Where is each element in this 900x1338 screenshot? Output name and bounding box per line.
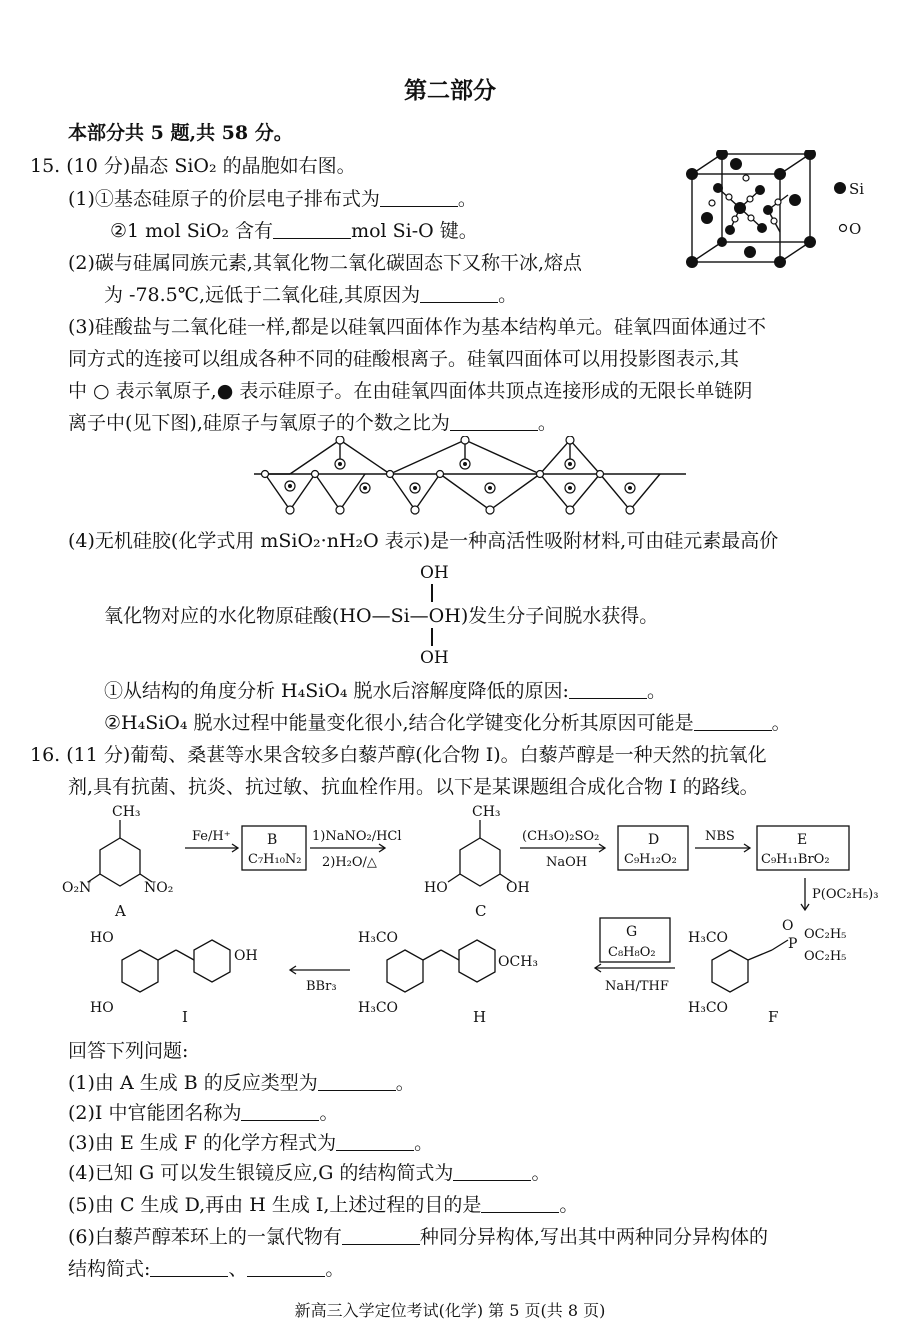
- o2n-label: O₂N: [62, 880, 92, 896]
- compound-i-label: I: [182, 1008, 188, 1026]
- q15-part3-line3: 中 ○ 表示氧原子,● 表示硅原子。在由硅氧四面体共顶点连接形成的无限长单链阴: [68, 380, 753, 402]
- answer-blank[interactable]: [481, 1194, 559, 1213]
- oh-label: OH: [506, 880, 530, 896]
- answer-blank[interactable]: [150, 1258, 228, 1277]
- section-title: 第二部分: [404, 77, 496, 104]
- q16-part6-line1: (6)白藜芦醇苯环上的一氯代物有 种同分异构体,写出其中两种同分异构体的: [68, 1226, 768, 1248]
- answer-blank[interactable]: [342, 1226, 420, 1245]
- ho-label: HO: [424, 880, 448, 896]
- answer-blank[interactable]: [569, 680, 647, 699]
- q16-part4: (4)已知 G 可以发生银镜反应,G 的结构简式为 。: [68, 1162, 551, 1184]
- h3co-label: H₃CO: [688, 930, 729, 946]
- h3co-label: H₃CO: [688, 1000, 729, 1016]
- answer-blank[interactable]: [694, 712, 772, 731]
- q15-part4-line1: (4)无机硅胶(化学式用 mSiO₂·nH₂O 表示)是一种高活性吸附材料,可由硅元素最高价: [68, 530, 779, 552]
- answer-blank[interactable]: [247, 1258, 325, 1277]
- ho-label: HO: [90, 1000, 114, 1016]
- compound-e-label: E: [797, 832, 808, 848]
- answer-blank[interactable]: [453, 1162, 531, 1181]
- q15-part1b: ②1 mol SiO₂ 含有 mol Si-O 键。: [110, 220, 478, 242]
- ho-label: HO: [90, 930, 114, 946]
- reagent-phosphite: P(OC₂H₅)₃: [812, 887, 879, 902]
- reagent-fe: Fe/H⁺: [192, 829, 231, 844]
- silicic-oh-top: OH: [420, 563, 449, 583]
- oc2h5-label: OC₂H₅: [804, 927, 847, 942]
- reagent-h2o: 2)H₂O/△: [322, 855, 377, 870]
- answer-blank[interactable]: [241, 1102, 319, 1121]
- reagent-nano2: 1)NaNO₂/HCl: [312, 829, 402, 844]
- answer-blank[interactable]: [420, 284, 498, 303]
- answer-blank[interactable]: [380, 188, 458, 207]
- reagent-naoh: NaOH: [546, 855, 588, 870]
- bond-line: [431, 628, 433, 646]
- reagent-nbs: NBS: [705, 829, 735, 844]
- q15-part3-line4: 离子中(见下图),硅原子与氧原子的个数之比为 。: [68, 412, 557, 434]
- no2-label: NO₂: [144, 880, 174, 896]
- answer-blank[interactable]: [336, 1132, 414, 1151]
- q15-part2-line1: (2)碳与硅属同族元素,其氧化物二氧化碳固态下又称干冰,熔点: [68, 252, 582, 274]
- page-footer: 新高三入学定位考试(化学) 第 5 页(共 8 页): [294, 1301, 606, 1320]
- q15-part4-line2: 氧化物对应的水化物原硅酸(HO—Si—OH)发生分子间脱水获得。: [104, 605, 659, 627]
- q15-part3-line2: 同方式的连接可以组成各种不同的硅酸根离子。硅氧四面体可以用投影图表示,其: [68, 348, 740, 370]
- compound-c-label: C: [475, 902, 487, 920]
- q16-heading-line2: 剂,具有抗菌、抗炎、抗过敏、抗血栓作用。以下是某课题组合成化合物 I 的路线。: [68, 776, 759, 798]
- q16-part2: (2)I 中官能团名称为 。: [68, 1102, 339, 1124]
- q16-prompt: 回答下列问题:: [68, 1040, 189, 1062]
- legend-si-label: Si: [849, 180, 865, 198]
- och3-label: OCH₃: [498, 954, 539, 970]
- compound-g-formula: C₈H₈O₂: [608, 945, 656, 960]
- section-intro: 本部分共 5 题,共 58 分。: [68, 122, 293, 144]
- q15-part2-line2: 为 -78.5℃,远低于二氧化硅,其原因为 。: [104, 284, 518, 306]
- bond-line: [431, 584, 433, 602]
- o-label: O: [782, 918, 794, 934]
- q16-part5: (5)由 C 生成 D,再由 H 生成 I,上述过程的目的是 。: [68, 1194, 579, 1216]
- q15-part4b: ②H₄SiO₄ 脱水过程中能量变化很小,结合化学键变化分析其原因可能是 。: [104, 712, 791, 734]
- compound-f-label: F: [768, 1008, 779, 1026]
- compound-b-label: B: [267, 832, 278, 848]
- q15-part4a: ①从结构的角度分析 H₄SiO₄ 脱水后溶解度降低的原因: 。: [104, 680, 666, 702]
- ch3-label: CH₃: [472, 804, 501, 820]
- p-label: P: [788, 936, 798, 952]
- answer-blank[interactable]: [450, 412, 538, 431]
- q16-heading-line1: 16. (11 分)葡萄、桑葚等水果含较多白藜芦醇(化合物 I)。白藜芦醇是一种天然的抗氧化: [30, 744, 767, 766]
- legend-o-label: O: [849, 220, 862, 238]
- synthesis-route-scheme: [60, 800, 880, 1030]
- q15-part1a: (1)①基态硅原子的价层电子排布式为 。: [68, 188, 477, 210]
- compound-d-label: D: [648, 832, 660, 848]
- compound-a-label: A: [115, 902, 126, 920]
- oc2h5-label: OC₂H₅: [804, 949, 847, 964]
- q15-heading: 15. (10 分)晶态 SiO₂ 的晶胞如右图。: [30, 155, 356, 177]
- compound-h-label: H: [473, 1008, 487, 1026]
- reagent-nah: NaH/THF: [605, 979, 669, 994]
- reagent-bbr3: BBr₃: [306, 979, 337, 994]
- ch3-label: CH₃: [112, 804, 141, 820]
- sio2-unit-cell-diagram: [680, 150, 870, 280]
- q16-part6-line2: 结构简式: 、 。: [68, 1258, 345, 1280]
- answer-blank[interactable]: [318, 1072, 396, 1091]
- q16-part1: (1)由 A 生成 B 的反应类型为 。: [68, 1072, 415, 1094]
- h3co-label: H₃CO: [358, 1000, 399, 1016]
- compound-b-formula: C₇H₁₀N₂: [248, 852, 302, 867]
- reagent-dms: (CH₃O)₂SO₂: [522, 829, 600, 844]
- q16-part3: (3)由 E 生成 F 的化学方程式为 。: [68, 1132, 434, 1154]
- silicic-oh-bottom: OH: [420, 648, 449, 668]
- compound-d-formula: C₉H₁₂O₂: [624, 852, 677, 867]
- answer-blank[interactable]: [273, 220, 351, 239]
- q15-part3-line1: (3)硅酸盐与二氧化硅一样,都是以硅氧四面体作为基本结构单元。硅氧四面体通过不: [68, 316, 766, 338]
- compound-g-label: G: [626, 924, 638, 940]
- h3co-label: H₃CO: [358, 930, 399, 946]
- silicate-chain-diagram: [250, 436, 690, 522]
- oh-label: OH: [234, 948, 258, 964]
- compound-e-formula: C₉H₁₁BrO₂: [761, 852, 830, 867]
